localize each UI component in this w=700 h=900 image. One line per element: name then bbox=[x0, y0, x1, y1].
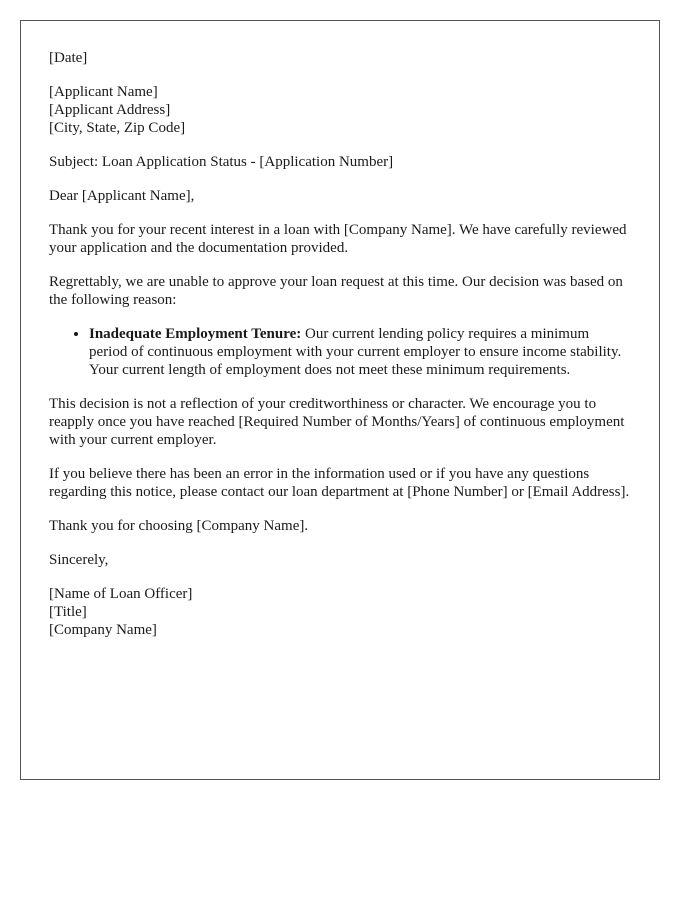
recipient-city-state-zip: [City, State, Zip Code] bbox=[49, 120, 186, 136]
letter-subject: Subject: Loan Application Status - [Application Number] bbox=[49, 154, 394, 170]
letter-paragraph-reapply: This decision is not a reflection of your creditworthiness or character. We encourage you to reapply once you have reached [Required Number of Months/Years] of continuous employment with your current employer. bbox=[49, 396, 625, 448]
reason-item bbox=[89, 325, 631, 379]
letter-paragraph-intro: Thank you for your recent interest in a loan with [Company Name]. We have carefully reviewed your application and the documentation provided. bbox=[49, 222, 627, 256]
recipient-block bbox=[49, 83, 631, 137]
signature-officer: [Name of Loan Officer] bbox=[49, 586, 193, 602]
signature-company: [Company Name] bbox=[49, 622, 157, 638]
signature-title: [Title] bbox=[49, 604, 87, 620]
letter-paragraph-decision: Regrettably, we are unable to approve your loan request at this time. Our decision was based on the following reason: bbox=[49, 274, 623, 308]
letter-closing: Sincerely, bbox=[49, 552, 109, 568]
recipient-name: [Applicant Name] bbox=[49, 84, 158, 100]
recipient-address: [Applicant Address] bbox=[49, 102, 171, 118]
letter-paragraph-thanks: Thank you for choosing [Company Name]. bbox=[49, 518, 309, 534]
letter-salutation: Dear [Applicant Name], bbox=[49, 188, 195, 204]
signature-block bbox=[49, 585, 631, 639]
letter-page bbox=[20, 20, 660, 780]
reasons-list bbox=[49, 325, 631, 379]
letter-paragraph-contact: If you believe there has been an error in the information used or if you have any questions regarding this notice, please contact our loan department at [Phone Number] or [Email Address]. bbox=[49, 466, 630, 500]
reason-title: Inadequate Employment Tenure: bbox=[89, 326, 302, 342]
letter-date: [Date] bbox=[49, 50, 88, 66]
reason-text: Our current lending policy requires a minimum period of continuous employment with your current employer to ensure income stability. Your current length of employment does not meet these minimum requirements. bbox=[89, 326, 622, 378]
